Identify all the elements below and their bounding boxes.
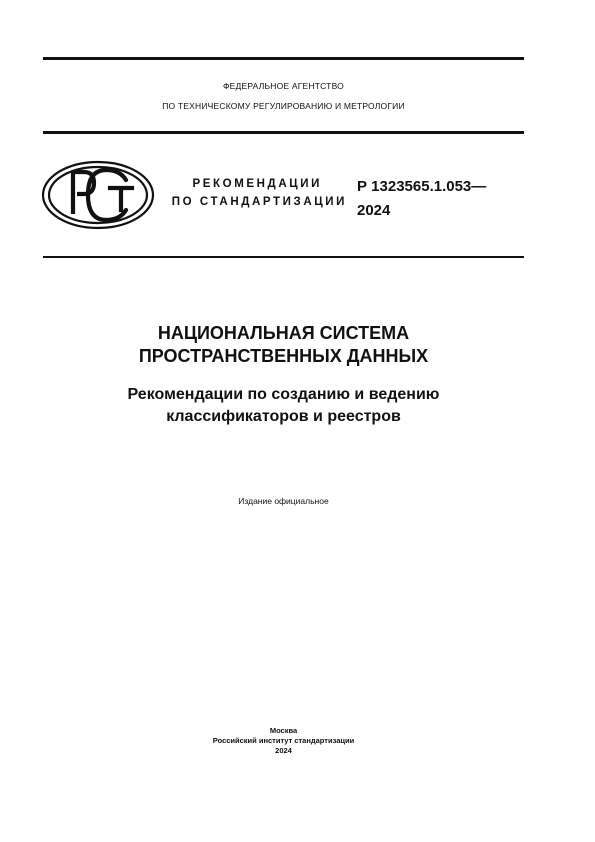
agency-name-line2: ПО ТЕХНИЧЕСКОМУ РЕГУЛИРОВАНИЮ И МЕТРОЛОГИИ [162, 101, 405, 111]
imprint-year: 2024 [275, 746, 292, 755]
edition-note: Издание официальное [238, 496, 329, 506]
document-kind-line2: ПО СТАНДАРТИЗАЦИИ [171, 196, 347, 208]
imprint-city: Москва [269, 726, 298, 735]
document-title-line2: ПРОСТРАНСТВЕННЫХ ДАННЫХ [138, 346, 429, 366]
top-rule [43, 57, 524, 60]
standard-designation [357, 175, 486, 223]
document-subtitle-line2: классификаторов и реестров [166, 408, 401, 425]
document-subtitle-line1: Рекомендации по созданию и ведению [127, 386, 440, 403]
header-rule [43, 131, 524, 134]
document-title-line1: НАЦИОНАЛЬНАЯ СИСТЕМА [157, 323, 410, 343]
document-kind-line1: РЕКОМЕНДАЦИИ [192, 178, 322, 190]
imprint-publisher: Российский институт стандартизации [212, 736, 355, 745]
section-rule [43, 256, 524, 258]
designation-line1: Р 1323565.1.053— [357, 178, 487, 195]
agency-name-line1: ФЕДЕРАЛЬНОЕ АГЕНТСТВО [223, 81, 344, 91]
designation-line2: 2024 [357, 202, 391, 219]
gost-r-emblem-icon [40, 158, 160, 232]
